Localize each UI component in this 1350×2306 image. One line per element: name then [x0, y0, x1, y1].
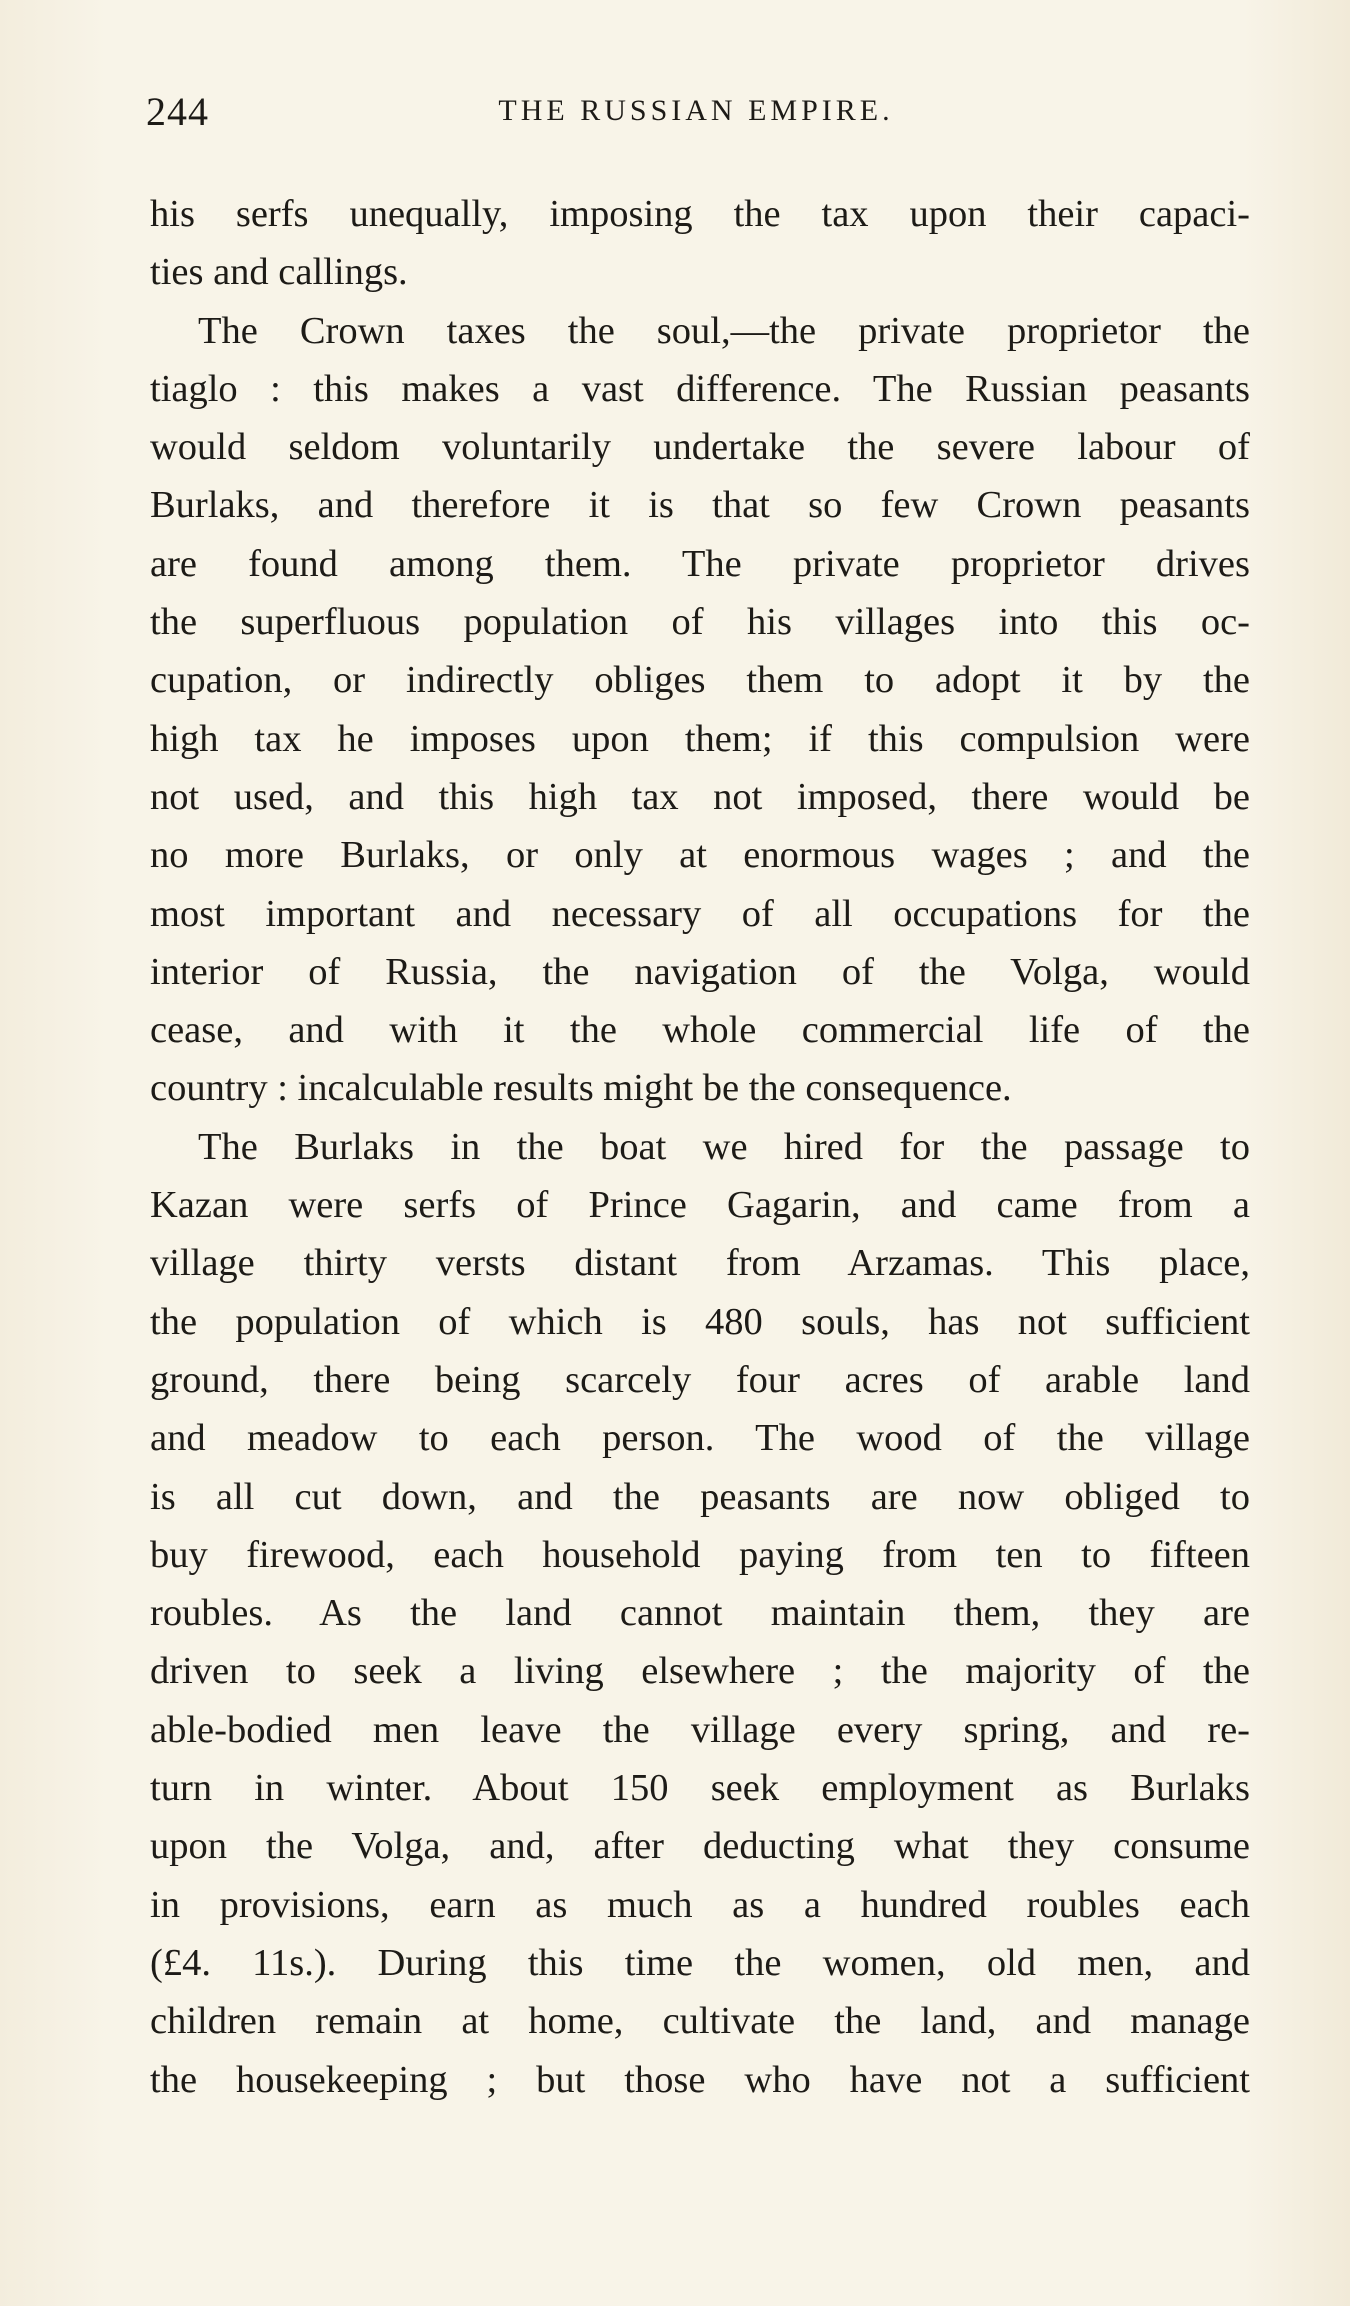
page-header	[146, 88, 1246, 138]
running-title: THE RUSSIAN EMPIRE.	[498, 94, 894, 127]
text-line: ground, there being scarcely four acres of arable land	[150, 1358, 1250, 1401]
text-line: village thirty versts distant from Arzamas. This place,	[150, 1242, 1250, 1285]
text-line: not used, and this high tax not imposed, there would be	[150, 775, 1250, 818]
text-line: able-bodied men leave the village every spring, and re-	[150, 1708, 1250, 1751]
text-line: in provisions, earn as much as a hundred roubles each	[150, 1883, 1250, 1926]
text-line: The Burlaks in the boat we hired for the passage to	[198, 1125, 1250, 1168]
text-line: tiaglo : this makes a vast difference. The Russian peasants	[150, 367, 1250, 410]
text-line: his serfs unequally, imposing the tax upon their capaci-	[150, 193, 1250, 235]
text-line: cease, and with it the whole commercial life of the	[150, 1009, 1250, 1052]
text-line: the housekeeping ; but those who have not a sufficient	[150, 2058, 1250, 2101]
text-line: Kazan were serfs of Prince Gagarin, and came from a	[150, 1184, 1250, 1227]
text-line: children remain at home, cultivate the land, and manage	[150, 2000, 1250, 2043]
text-line: high tax he imposes upon them; if this compulsion were	[150, 717, 1250, 760]
text-line: and meadow to each person. The wood of the village	[150, 1417, 1250, 1460]
text-line: no more Burlaks, or only at enormous wages ; and the	[150, 834, 1250, 877]
text-line: (£4. 11s.). During this time the women, old men, and	[150, 1941, 1250, 1984]
text-line: ties and callings.	[150, 251, 408, 294]
text-line: are found among them. The private proprietor drives	[150, 542, 1250, 585]
text-line: The Crown taxes the soul,—the private proprietor the	[198, 309, 1250, 352]
text-line: would seldom voluntarily undertake the severe labour of	[150, 426, 1250, 469]
text-line: roubles. As the land cannot maintain them, they are	[150, 1592, 1250, 1635]
text-line: most important and necessary of all occupations for the	[150, 892, 1250, 935]
text-line: driven to seek a living elsewhere ; the majority of the	[150, 1650, 1250, 1693]
text-line: the population of which is 480 souls, has not sufficient	[150, 1300, 1250, 1343]
body-text	[150, 185, 1250, 2109]
text-line: the superfluous population of his villages into this oc-	[150, 601, 1250, 644]
text-line: is all cut down, and the peasants are now obliged to	[150, 1475, 1250, 1518]
text-line: turn in winter. About 150 seek employment as Burlaks	[150, 1767, 1250, 1810]
text-line: country : incalculable results might be the consequence.	[150, 1067, 1012, 1110]
text-line: buy firewood, each household paying from ten to fifteen	[150, 1533, 1250, 1576]
text-line: interior of Russia, the navigation of the Volga, would	[150, 950, 1250, 993]
page-number: 244	[146, 89, 209, 134]
text-line: upon the Volga, and, after deducting what they consume	[150, 1825, 1250, 1868]
text-line: Burlaks, and therefore it is that so few Crown peasants	[150, 484, 1250, 527]
text-line: cupation, or indirectly obliges them to adopt it by the	[150, 659, 1250, 702]
